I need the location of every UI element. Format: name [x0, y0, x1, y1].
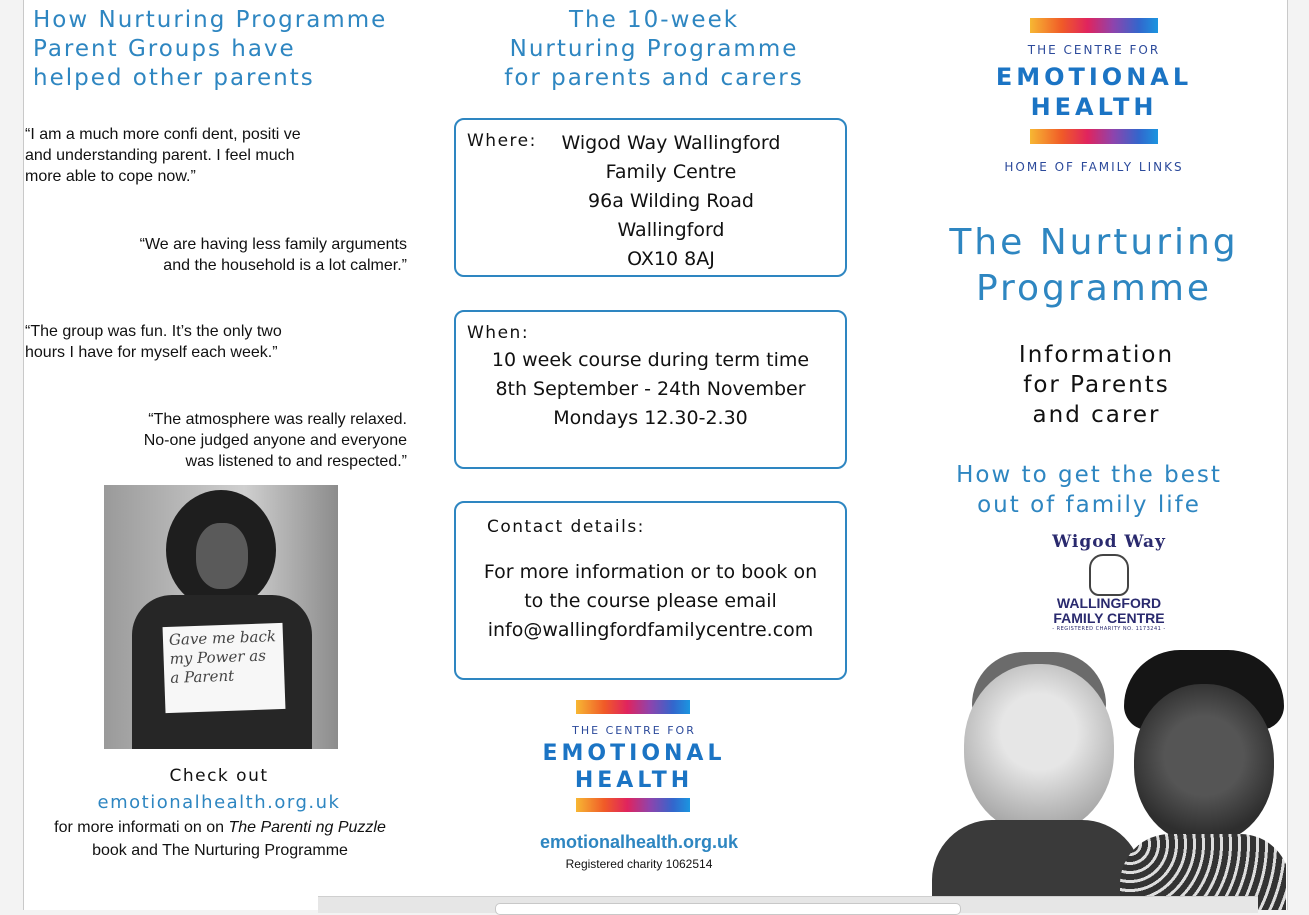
contact-line: For more information or to book on: [483, 561, 818, 583]
audience-line: Information: [1018, 342, 1175, 368]
children-photo: [924, 644, 1286, 910]
heading-line: How Nurturing Programme: [33, 7, 388, 33]
quote-line: “The group was fun. It’s the only two: [25, 323, 282, 340]
more-info-line: for more informati on on: [54, 819, 229, 836]
when-line: Mondays 12.30-2.30: [553, 407, 748, 429]
quote-line: more able to cope now.”: [25, 168, 196, 185]
heading-line: Nurturing Programme: [509, 36, 799, 62]
where-label: Where:: [467, 131, 537, 151]
address-line: 96a Wilding Road: [588, 190, 754, 212]
tagline: [934, 460, 1244, 520]
logo-tagline: HOME OF FAMILY LINKS: [1004, 160, 1184, 174]
tagline-line: out of family life: [977, 492, 1201, 518]
course-heading: [484, 6, 824, 93]
wigod-name-line: WALLINGFORD: [1056, 595, 1162, 611]
logo-word: EMOTIONAL: [542, 741, 726, 766]
audience-line: and carer: [1032, 402, 1161, 428]
quote-line: “The atmosphere was really relaxed.: [148, 411, 407, 428]
when-label: When:: [467, 323, 530, 343]
wigod-name-line: FAMILY CENTRE: [1053, 610, 1165, 626]
charity-number: Registered charity 1062514: [565, 857, 713, 871]
testimonial-quote-2: [84, 234, 407, 276]
logo-caption: THE CENTRE FOR: [1027, 43, 1161, 57]
when-line: 8th September - 24th November: [495, 378, 806, 400]
testimonial-quote-4: [84, 409, 407, 472]
when-box: [454, 310, 847, 469]
contact-box: [454, 501, 847, 680]
quote-line: and understanding parent. I feel much: [25, 147, 295, 164]
testimonial-quote-1: [25, 124, 355, 187]
audience-line: for Parents: [1023, 372, 1170, 398]
testimonials-heading: [33, 6, 453, 93]
checkout-label: Check out: [169, 766, 269, 786]
wigod-registration: - REGISTERED CHARITY NO. 1173241 -: [1052, 626, 1166, 632]
heading-line: for parents and carers: [504, 65, 804, 91]
address-line: Wigod Way Wallingford: [561, 132, 781, 154]
heading-line: The 10-week: [568, 7, 740, 33]
address: [546, 129, 796, 274]
logo-word: HEALTH: [574, 768, 694, 793]
quote-line: No-one judged anyone and everyone: [143, 432, 407, 449]
audience-text: [964, 340, 1229, 430]
address-line: OX10 8AJ: [627, 248, 715, 270]
hand-icon: [1089, 554, 1129, 596]
testimonial-quote-3: [25, 321, 355, 363]
sign-line: a Parent: [169, 666, 235, 687]
more-info-text: [39, 816, 401, 862]
website-link[interactable]: emotionalhealth.org.uk: [97, 792, 341, 813]
leaflet-page: [23, 0, 1288, 910]
wigod-name: [1034, 596, 1184, 626]
heading-line: Parent Groups have: [33, 36, 296, 62]
quote-line: and the household is a lot calmer.”: [163, 257, 407, 274]
quote-line: was listened to and respected.”: [185, 453, 407, 470]
handwritten-sign: [163, 623, 286, 713]
more-info-line: book and The Nurturing Programme: [92, 842, 348, 859]
logo-caption: THE CENTRE FOR: [572, 724, 696, 737]
logo-wordmark: [984, 62, 1204, 122]
programme-title: [924, 220, 1264, 312]
tagline-line: How to get the best: [956, 462, 1222, 488]
title-line: Programme: [975, 268, 1213, 309]
scrollbar-thumb[interactable]: [495, 903, 961, 915]
address-line: Wallingford: [617, 219, 725, 241]
logo-word: HEALTH: [1030, 93, 1158, 121]
website-link-bold[interactable]: emotionalhealth.org.uk: [539, 832, 739, 852]
quote-line: “I am a much more confi dent, positi ve: [25, 126, 301, 143]
when-line: 10 week course during term time: [491, 349, 810, 371]
book-title: The Parenti ng Puzzle: [228, 819, 386, 836]
quote-line: “We are having less family arguments: [139, 236, 407, 253]
title-line: The Nurturing: [949, 222, 1239, 263]
address-line: Family Centre: [605, 161, 737, 183]
wigod-way-logo: [1034, 532, 1184, 650]
contact-label: Contact details:: [487, 517, 645, 537]
sign-line: Gave me back: [168, 627, 277, 649]
contact-line: to the course please email: [524, 590, 777, 612]
logo-word: EMOTIONAL: [995, 63, 1193, 91]
contact-email[interactable]: info@wallingfordfamilycentre.com: [487, 619, 814, 641]
parent-photo: [104, 485, 338, 749]
quote-line: hours I have for myself each week.”: [25, 344, 278, 361]
heading-line: helped other parents: [33, 65, 315, 91]
where-box: [454, 118, 847, 277]
sign-line: my Power as: [169, 646, 267, 668]
wigod-arc-text: Wigod Way: [1052, 532, 1166, 552]
logo-wordmark: [524, 740, 744, 794]
